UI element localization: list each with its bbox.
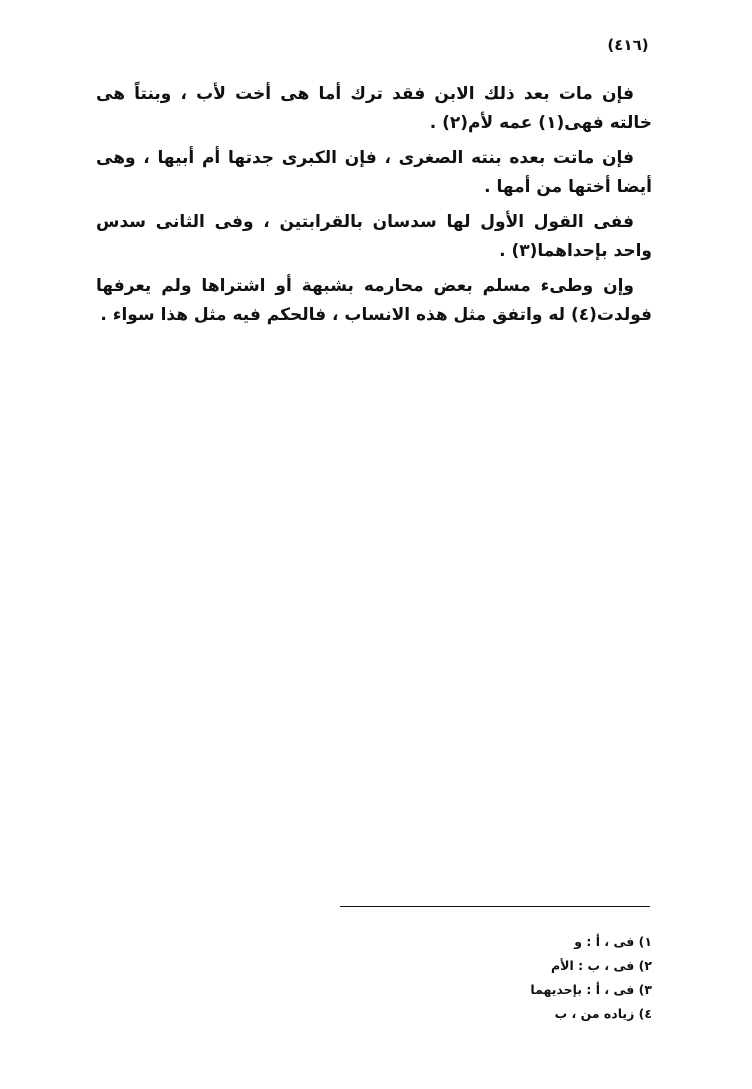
footnote-2: ٢) فى ، ب : الأم: [550, 958, 652, 973]
paragraph-1: فإن مات بعد ذلك الابن فقد ترك أما هى أخت لأب ، وبنتاً هى خالته فهى(١) عمه لأم(٢) .: [96, 84, 652, 133]
footnote-1: ١) فى ، أ : و: [574, 934, 652, 949]
footnote-separator: [340, 906, 650, 907]
footnote-4: ٤) زياده من ، ب: [554, 1006, 652, 1021]
paragraph-2: فإن ماتت بعده بنته الصغرى ، فإن الكبرى جدتها أم أبيها ، وهى أيضا أختها من أمها .: [96, 148, 652, 197]
paragraph-4: وإن وطىء مسلم بعض محارمه بشبهة أو اشتراها ولم يعرفها فولدت(٤) له واتفق مثل هذه الانساب ، فالحكم فيه مثل هذا سواء .: [96, 276, 652, 325]
page-number: (٤١٦): [607, 36, 649, 54]
footnotes: [400, 930, 652, 1026]
main-text: [96, 80, 652, 336]
footnote-3: ٣) فى ، أ : بإحديهما: [530, 982, 652, 997]
paragraph-3: ففى القول الأول لها سدسان بالقرابتين ، وفى الثانى سدس واحد بإحداهما(٣) .: [96, 212, 652, 261]
